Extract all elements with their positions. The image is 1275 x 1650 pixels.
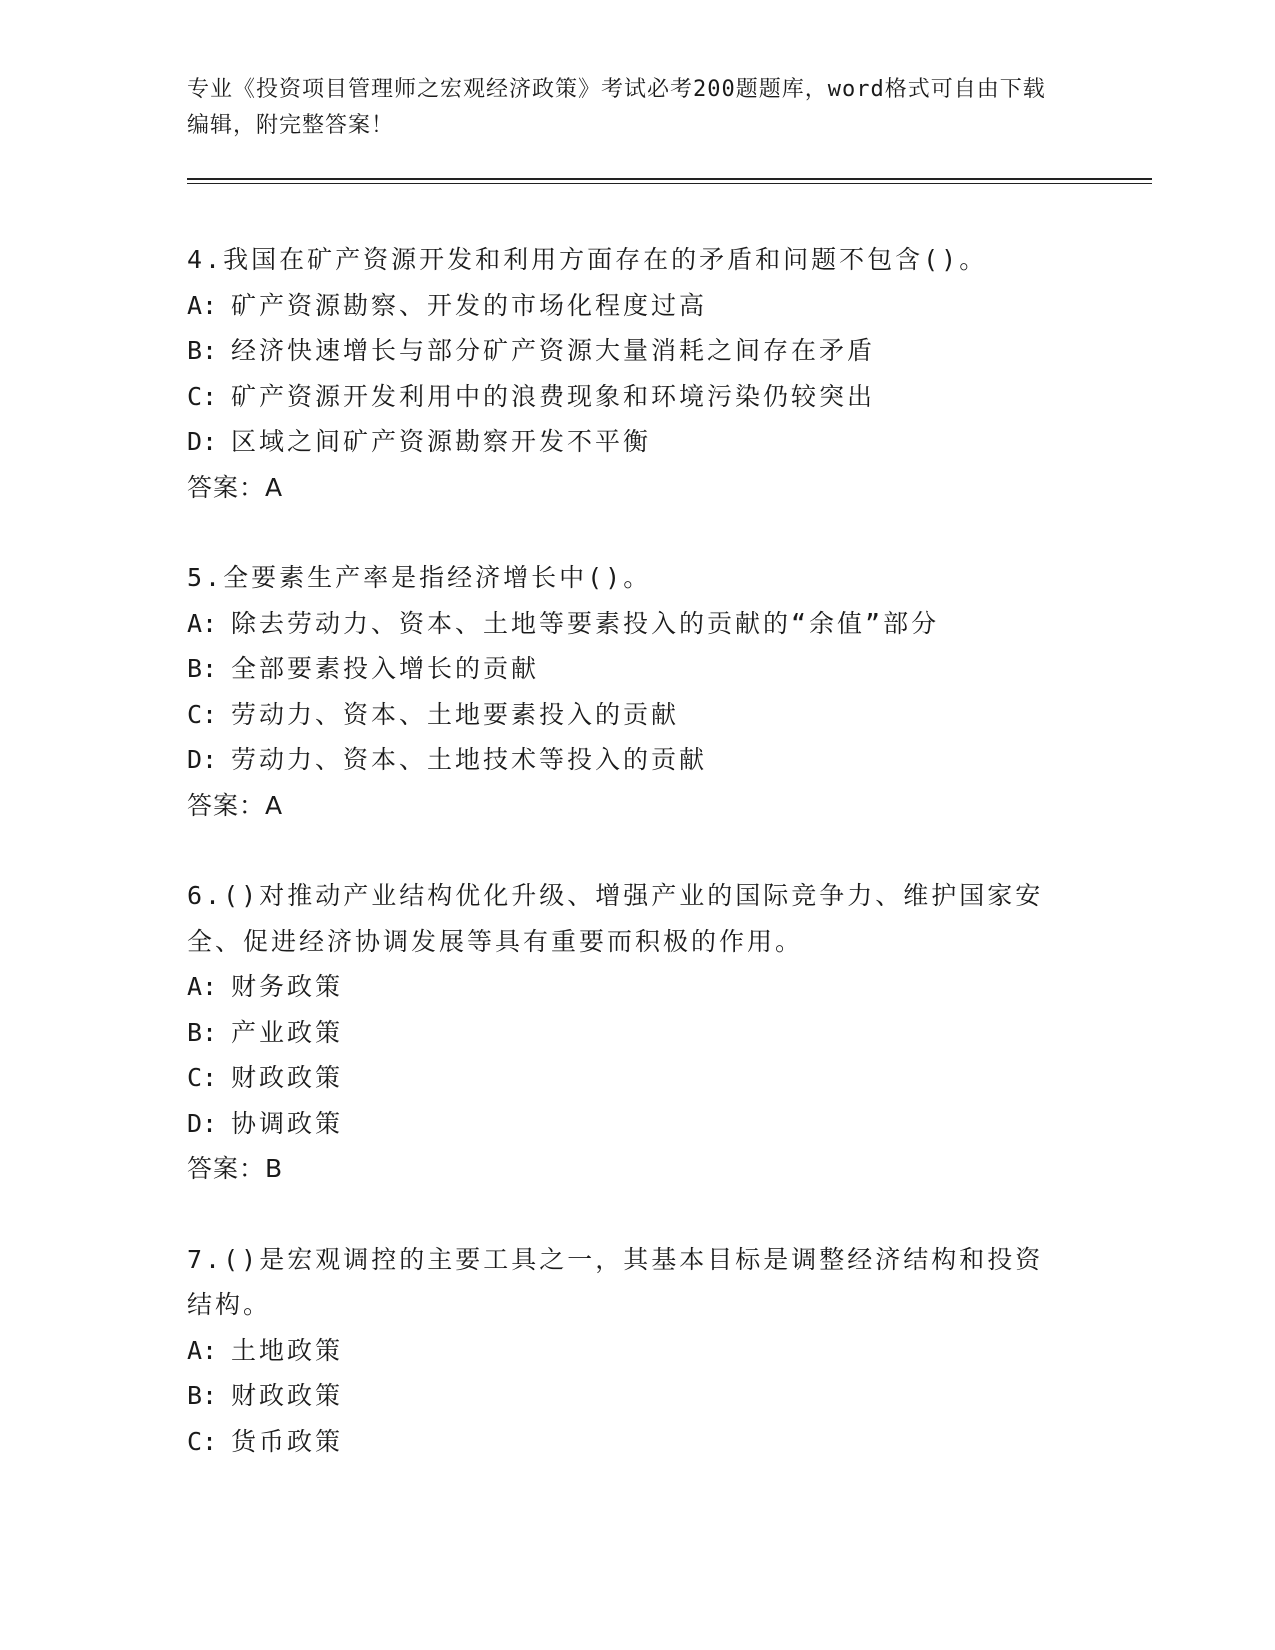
option-letter: B: bbox=[187, 654, 218, 683]
header-divider-thin bbox=[187, 183, 1152, 184]
question-text: 4.我国在矿产资源开发和利用方面存在的矛盾和问题不包含()。 bbox=[187, 245, 988, 274]
option-letter: C: bbox=[187, 1426, 218, 1456]
answer-text: 答案：B bbox=[187, 1154, 284, 1183]
answer-text: 答案：A bbox=[187, 790, 284, 820]
option-text: 矿产资源开发利用中的浪费现象和环境污染仍较突出 bbox=[231, 381, 876, 411]
option-c bbox=[187, 1419, 1067, 1465]
option-d bbox=[187, 1101, 1067, 1147]
option-letter: A: bbox=[187, 1335, 218, 1365]
header-intro-text: 专业《投资项目管理师之宏观经济政策》考试必考200题题库，word格式可自由下载编辑，附完整答案！ bbox=[187, 77, 1046, 138]
option-c bbox=[187, 692, 1067, 738]
option-letter: A: bbox=[187, 290, 218, 320]
option-letter: D: bbox=[187, 427, 218, 456]
document-header bbox=[187, 72, 1067, 144]
option-c bbox=[187, 1055, 1067, 1101]
option-text: 劳动力、资本、土地技术等投入的贡献 bbox=[231, 745, 708, 774]
option-d bbox=[187, 419, 1067, 465]
option-letter: B: bbox=[187, 336, 218, 365]
option-a bbox=[187, 964, 1067, 1010]
option-text: 财政政策 bbox=[231, 1063, 344, 1092]
question-text: 5.全要素生产率是指经济增长中()。 bbox=[187, 563, 652, 592]
option-text: 货币政策 bbox=[231, 1426, 344, 1456]
header-divider-thick bbox=[187, 178, 1152, 180]
option-b bbox=[187, 646, 1067, 692]
question-4 bbox=[187, 237, 1067, 510]
option-b bbox=[187, 1010, 1067, 1056]
option-text: 财务政策 bbox=[231, 972, 344, 1001]
answer-text: 答案：A bbox=[187, 472, 284, 502]
option-text: 区域之间矿产资源勘察开发不平衡 bbox=[231, 427, 652, 456]
option-c bbox=[187, 374, 1067, 420]
question-text: 6.()对推动产业结构优化升级、增强产业的国际竞争力、维护国家安全、促进经济协调发展等具有重要而积极的作用。 bbox=[187, 881, 1044, 956]
option-b bbox=[187, 1373, 1067, 1419]
question-5 bbox=[187, 555, 1067, 828]
option-text: 产业政策 bbox=[231, 1017, 344, 1047]
option-a bbox=[187, 283, 1067, 329]
question-7 bbox=[187, 1237, 1067, 1465]
option-text: 经济快速增长与部分矿产资源大量消耗之间存在矛盾 bbox=[231, 336, 876, 365]
option-letter: C: bbox=[187, 381, 218, 411]
question-text: 7.()是宏观调控的主要工具之一，其基本目标是调整经济结构和投资结构。 bbox=[187, 1244, 1044, 1319]
option-d bbox=[187, 737, 1067, 783]
option-a bbox=[187, 1328, 1067, 1374]
option-letter: C: bbox=[187, 699, 218, 729]
option-letter: B: bbox=[187, 1381, 218, 1410]
option-letter: A: bbox=[187, 608, 218, 638]
option-letter: D: bbox=[187, 745, 218, 774]
option-letter: C: bbox=[187, 1063, 218, 1092]
option-text: 土地政策 bbox=[231, 1335, 344, 1365]
option-text: 协调政策 bbox=[231, 1108, 344, 1138]
option-text: 财政政策 bbox=[231, 1381, 344, 1410]
option-b bbox=[187, 328, 1067, 374]
question-6 bbox=[187, 873, 1067, 1192]
option-text: 除去劳动力、资本、土地等要素投入的贡献的“余值”部分 bbox=[231, 608, 940, 638]
option-letter: B: bbox=[187, 1017, 218, 1047]
question-list bbox=[187, 237, 1067, 1509]
option-text: 劳动力、资本、土地要素投入的贡献 bbox=[231, 699, 680, 729]
option-letter: A: bbox=[187, 972, 218, 1001]
option-a bbox=[187, 601, 1067, 647]
option-letter: D: bbox=[187, 1108, 218, 1138]
option-text: 全部要素投入增长的贡献 bbox=[231, 654, 540, 683]
option-text: 矿产资源勘察、开发的市场化程度过高 bbox=[231, 290, 708, 320]
